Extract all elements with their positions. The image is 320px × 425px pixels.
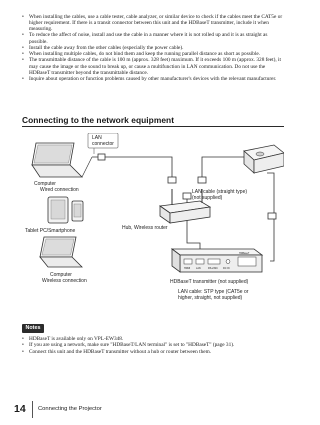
hub-router-label: Hub, Wireless router xyxy=(122,225,168,231)
port-label: HDBaseT xyxy=(239,252,250,255)
lan-port xyxy=(196,259,204,264)
installation-bullet-list xyxy=(22,14,284,82)
lan-connector-label: LAN xyxy=(92,135,102,141)
lan-connector-label: connector xyxy=(92,141,114,147)
note-item: • If you are using a network, make sure "HDBaseT/LAN terminal" is set to "HDBaseT" (page 31). xyxy=(22,342,284,348)
port-label: HDMI xyxy=(184,267,191,270)
wireless-connection-label: Wireless connection xyxy=(42,278,87,284)
note-item: • HDBaseT is available only on VPL-EW348. xyxy=(22,336,284,342)
lan-cable-straight-label: (not supplied) xyxy=(192,195,223,201)
network-connection-diagram xyxy=(22,133,284,315)
bullet-item: • Install the cable away from the other cables (especially the power cable). xyxy=(22,45,284,51)
rs232c-port xyxy=(208,259,220,264)
tablet-smartphone-icon xyxy=(48,197,83,223)
bullet-item: • When installing multiple cables, do not bind them and keep the running parallel distance as short as possible. xyxy=(22,51,284,57)
projector-icon xyxy=(244,145,284,173)
bullet-item: • When installing the cables, use a cable tester, cable analyzer, or similar device to check if the cables meet the CAT5e or higher requirement. If there is a transit connector between this unit and the HDBaseT transmitter, include it when measuring. xyxy=(22,14,284,32)
port-label: LAN xyxy=(196,267,201,270)
lan-plug xyxy=(98,154,105,160)
bullet-item: • The transmittable distance of the cable is 100 m (approx. 328 feet) maximum. If it exceeds 100 m (approx. 328 feet), it may cause the image or the sound to break up, or cause a multifunction in LAN communication. Do not use the HDBaseT transmitter beyond the transmittable distance. xyxy=(22,57,284,75)
port-label: RS-232C xyxy=(208,267,218,270)
notes-badge: Notes xyxy=(22,324,44,333)
stp-cable-label: LAN cable: STP type (CAT5e or xyxy=(178,289,249,295)
laptop-wireless-icon xyxy=(40,237,82,267)
page-number: 14 xyxy=(14,403,26,415)
port-label: DC IN xyxy=(223,267,230,270)
laptop-lan-cable xyxy=(92,157,172,183)
laptop-icon xyxy=(32,143,92,177)
section-title: Connecting to the network equipment xyxy=(22,115,175,125)
stp-cable-label: higher, straight, not supplied) xyxy=(178,295,243,301)
footer-section-label: Connecting the Projector xyxy=(38,406,102,412)
lan-cable-straight-label: LAN cable (straight type) xyxy=(192,189,248,195)
tablet-smartphone-label: Tablet PC/Smartphone xyxy=(25,228,76,234)
lan-plug xyxy=(183,193,191,199)
lan-plug xyxy=(168,177,176,183)
lan-plug xyxy=(198,177,206,183)
transmitter-label: HDBaseT transmitter (not supplied) xyxy=(170,279,249,285)
bullet-item: • Inquire about operation or function problems caused by other manufacturer's devices with the relevant manufacturer. xyxy=(22,76,284,82)
computer-label: Computer xyxy=(34,181,56,187)
wired-connection-label: Wired connection xyxy=(40,187,79,193)
lan-plug xyxy=(268,213,276,219)
hdbaset-port xyxy=(238,257,256,266)
dc-in-port xyxy=(226,260,230,264)
section-divider xyxy=(22,126,284,127)
hdmi-port xyxy=(184,259,192,264)
footer-divider xyxy=(32,401,33,418)
notes-list xyxy=(22,336,284,355)
bullet-item: • To reduce the affect of noise, install and use the cable in a manner where it is not rolled up and it is as straight as possible. xyxy=(22,32,284,44)
computer-label: Computer xyxy=(50,272,72,278)
note-item: • Connect this unit and the HDBaseT transmitter without a hub or router between them. xyxy=(22,349,284,355)
diagram-svg xyxy=(22,133,284,315)
